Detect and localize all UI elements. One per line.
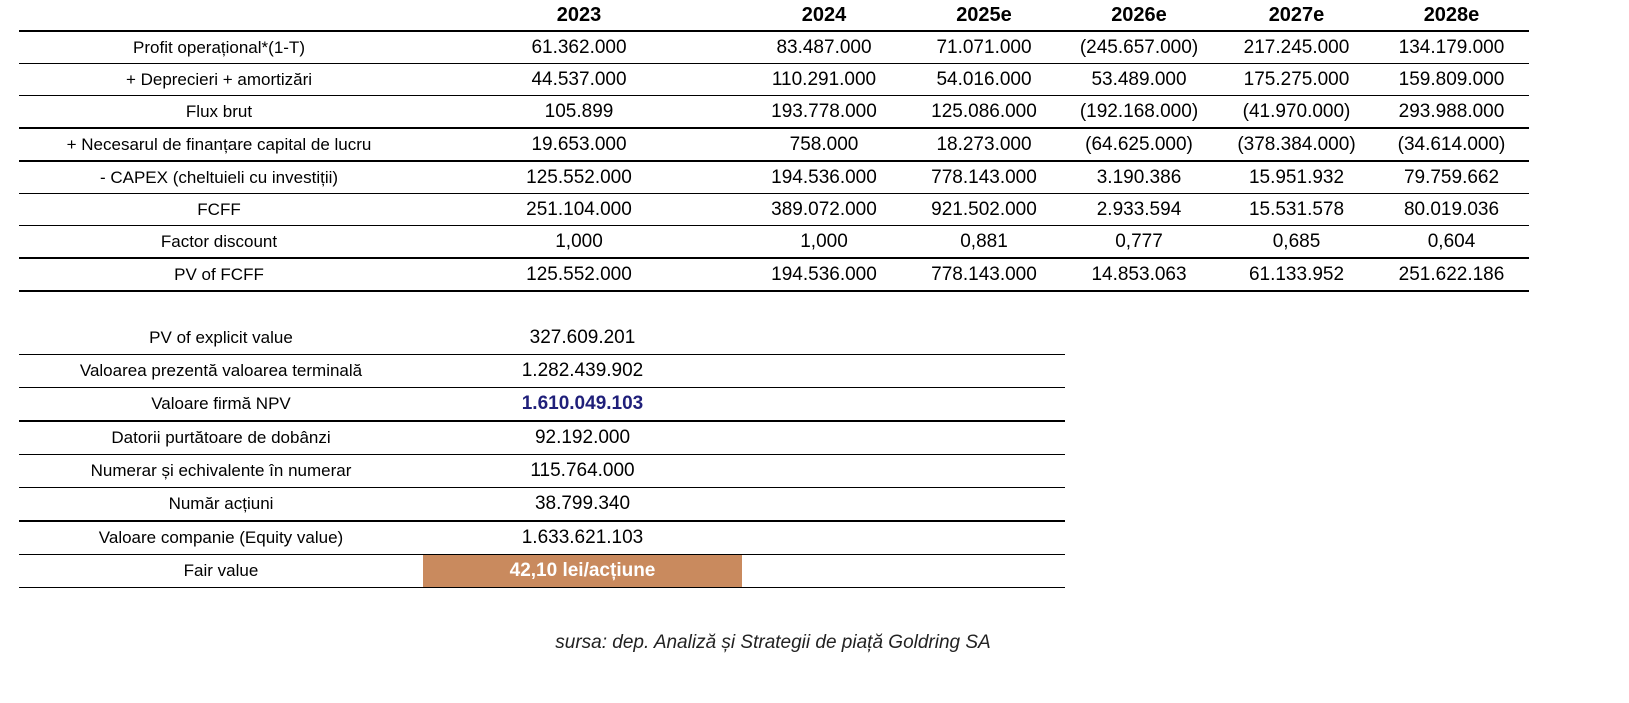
cell-value: 83.487.000 bbox=[739, 31, 909, 64]
cell-value: 1.282.439.902 bbox=[423, 355, 742, 388]
row-label: Numerar și echivalente în numerar bbox=[19, 455, 423, 488]
cell-value: 14.853.063 bbox=[1059, 258, 1219, 291]
row-label: PV of explicit value bbox=[19, 322, 423, 355]
cell-value: 44.537.000 bbox=[419, 64, 739, 96]
cell-value: 327.609.201 bbox=[423, 322, 742, 355]
row-label: Număr acțiuni bbox=[19, 488, 423, 522]
table-row bbox=[19, 96, 1529, 129]
table-row bbox=[19, 322, 1065, 355]
cell-value: 758.000 bbox=[739, 128, 909, 161]
cell-value: 134.179.000 bbox=[1374, 31, 1529, 64]
cell-value: 125.086.000 bbox=[909, 96, 1059, 129]
cell-value: 61.133.952 bbox=[1219, 258, 1374, 291]
cell-value: (192.168.000) bbox=[1059, 96, 1219, 129]
cell-value: 778.143.000 bbox=[909, 161, 1059, 194]
cell-value: 159.809.000 bbox=[1374, 64, 1529, 96]
empty-cell bbox=[742, 355, 1065, 388]
header-empty bbox=[19, 0, 419, 31]
cell-value: 0,777 bbox=[1059, 226, 1219, 259]
table-row bbox=[19, 64, 1529, 96]
cell-value: 79.759.662 bbox=[1374, 161, 1529, 194]
cell-value: 921.502.000 bbox=[909, 194, 1059, 226]
cell-value: 2.933.594 bbox=[1059, 194, 1219, 226]
empty-cell bbox=[742, 488, 1065, 522]
year-header: 2024 bbox=[739, 0, 909, 31]
cell-value: 115.764.000 bbox=[423, 455, 742, 488]
cell-value: 175.275.000 bbox=[1219, 64, 1374, 96]
table-row bbox=[19, 194, 1529, 226]
cell-value: 194.536.000 bbox=[739, 161, 909, 194]
year-header: 2026e bbox=[1059, 0, 1219, 31]
empty-cell bbox=[742, 388, 1065, 422]
cell-value: (41.970.000) bbox=[1219, 96, 1374, 129]
row-label: + Necesarul de finanțare capital de lucru bbox=[19, 128, 419, 161]
cell-value: 18.273.000 bbox=[909, 128, 1059, 161]
row-label: + Deprecieri + amortizări bbox=[19, 64, 419, 96]
table-header-row bbox=[19, 0, 1529, 31]
cell-value: 53.489.000 bbox=[1059, 64, 1219, 96]
npv-value: 1.610.049.103 bbox=[423, 388, 742, 422]
cell-value: 389.072.000 bbox=[739, 194, 909, 226]
table-row bbox=[19, 355, 1065, 388]
cell-value: 15.951.932 bbox=[1219, 161, 1374, 194]
table-row bbox=[19, 226, 1529, 259]
cell-value: 3.190.386 bbox=[1059, 161, 1219, 194]
row-label: FCFF bbox=[19, 194, 419, 226]
cell-value: 1,000 bbox=[419, 226, 739, 259]
cell-value: 19.653.000 bbox=[419, 128, 739, 161]
cell-value: 54.016.000 bbox=[909, 64, 1059, 96]
row-label: Flux brut bbox=[19, 96, 419, 129]
cell-value: 0,604 bbox=[1374, 226, 1529, 259]
fair-value-highlight: 42,10 lei/acțiune bbox=[423, 555, 742, 588]
row-label: Valoare companie (Equity value) bbox=[19, 521, 423, 555]
cell-value: 1,000 bbox=[739, 226, 909, 259]
source-note: sursa: dep. Analiză și Strategii de piață Goldring SA bbox=[555, 632, 991, 653]
cell-value: 0,881 bbox=[909, 226, 1059, 259]
row-label: Profit operațional*(1-T) bbox=[19, 31, 419, 64]
table-row bbox=[19, 258, 1529, 291]
cell-value: 71.071.000 bbox=[909, 31, 1059, 64]
cell-value: 251.104.000 bbox=[419, 194, 739, 226]
cell-value: 92.192.000 bbox=[423, 421, 742, 455]
year-header: 2025e bbox=[909, 0, 1059, 31]
empty-cell bbox=[742, 455, 1065, 488]
cell-value: 125.552.000 bbox=[419, 258, 739, 291]
table-row bbox=[19, 421, 1065, 455]
row-label: - CAPEX (cheltuieli cu investiții) bbox=[19, 161, 419, 194]
empty-cell bbox=[742, 421, 1065, 455]
row-label: PV of FCFF bbox=[19, 258, 419, 291]
cell-value: 80.019.036 bbox=[1374, 194, 1529, 226]
row-label: Fair value bbox=[19, 555, 423, 588]
row-label: Valoare firmă NPV bbox=[19, 388, 423, 422]
cell-value: 778.143.000 bbox=[909, 258, 1059, 291]
row-label: Factor discount bbox=[19, 226, 419, 259]
cell-value: 125.552.000 bbox=[419, 161, 739, 194]
year-header: 2023 bbox=[419, 0, 739, 31]
cell-value: 15.531.578 bbox=[1219, 194, 1374, 226]
cell-value: 61.362.000 bbox=[419, 31, 739, 64]
empty-cell bbox=[742, 521, 1065, 555]
table-row bbox=[19, 488, 1065, 522]
cell-value: 193.778.000 bbox=[739, 96, 909, 129]
table-row bbox=[19, 161, 1529, 194]
year-header: 2028e bbox=[1374, 0, 1529, 31]
cell-value: 110.291.000 bbox=[739, 64, 909, 96]
cell-value: 251.622.186 bbox=[1374, 258, 1529, 291]
table-row bbox=[19, 521, 1065, 555]
valuation-summary-table bbox=[19, 322, 1065, 588]
cell-value: 105.899 bbox=[419, 96, 739, 129]
row-label: Datorii purtătoare de dobânzi bbox=[19, 421, 423, 455]
table-row bbox=[19, 555, 1065, 588]
empty-cell bbox=[742, 322, 1065, 355]
cell-value: 194.536.000 bbox=[739, 258, 909, 291]
table-row bbox=[19, 388, 1065, 422]
cell-value: (64.625.000) bbox=[1059, 128, 1219, 161]
table-row bbox=[19, 128, 1529, 161]
cell-value: (34.614.000) bbox=[1374, 128, 1529, 161]
cell-value: 293.988.000 bbox=[1374, 96, 1529, 129]
cell-value: (245.657.000) bbox=[1059, 31, 1219, 64]
cell-value: 217.245.000 bbox=[1219, 31, 1374, 64]
table-row bbox=[19, 455, 1065, 488]
table-row bbox=[19, 31, 1529, 64]
dcf-projection-table bbox=[19, 0, 1529, 292]
year-header: 2027e bbox=[1219, 0, 1374, 31]
cell-value: (378.384.000) bbox=[1219, 128, 1374, 161]
empty-cell bbox=[742, 555, 1065, 588]
row-label: Valoarea prezentă valoarea terminală bbox=[19, 355, 423, 388]
cell-value: 1.633.621.103 bbox=[423, 521, 742, 555]
cell-value: 38.799.340 bbox=[423, 488, 742, 522]
cell-value: 0,685 bbox=[1219, 226, 1374, 259]
